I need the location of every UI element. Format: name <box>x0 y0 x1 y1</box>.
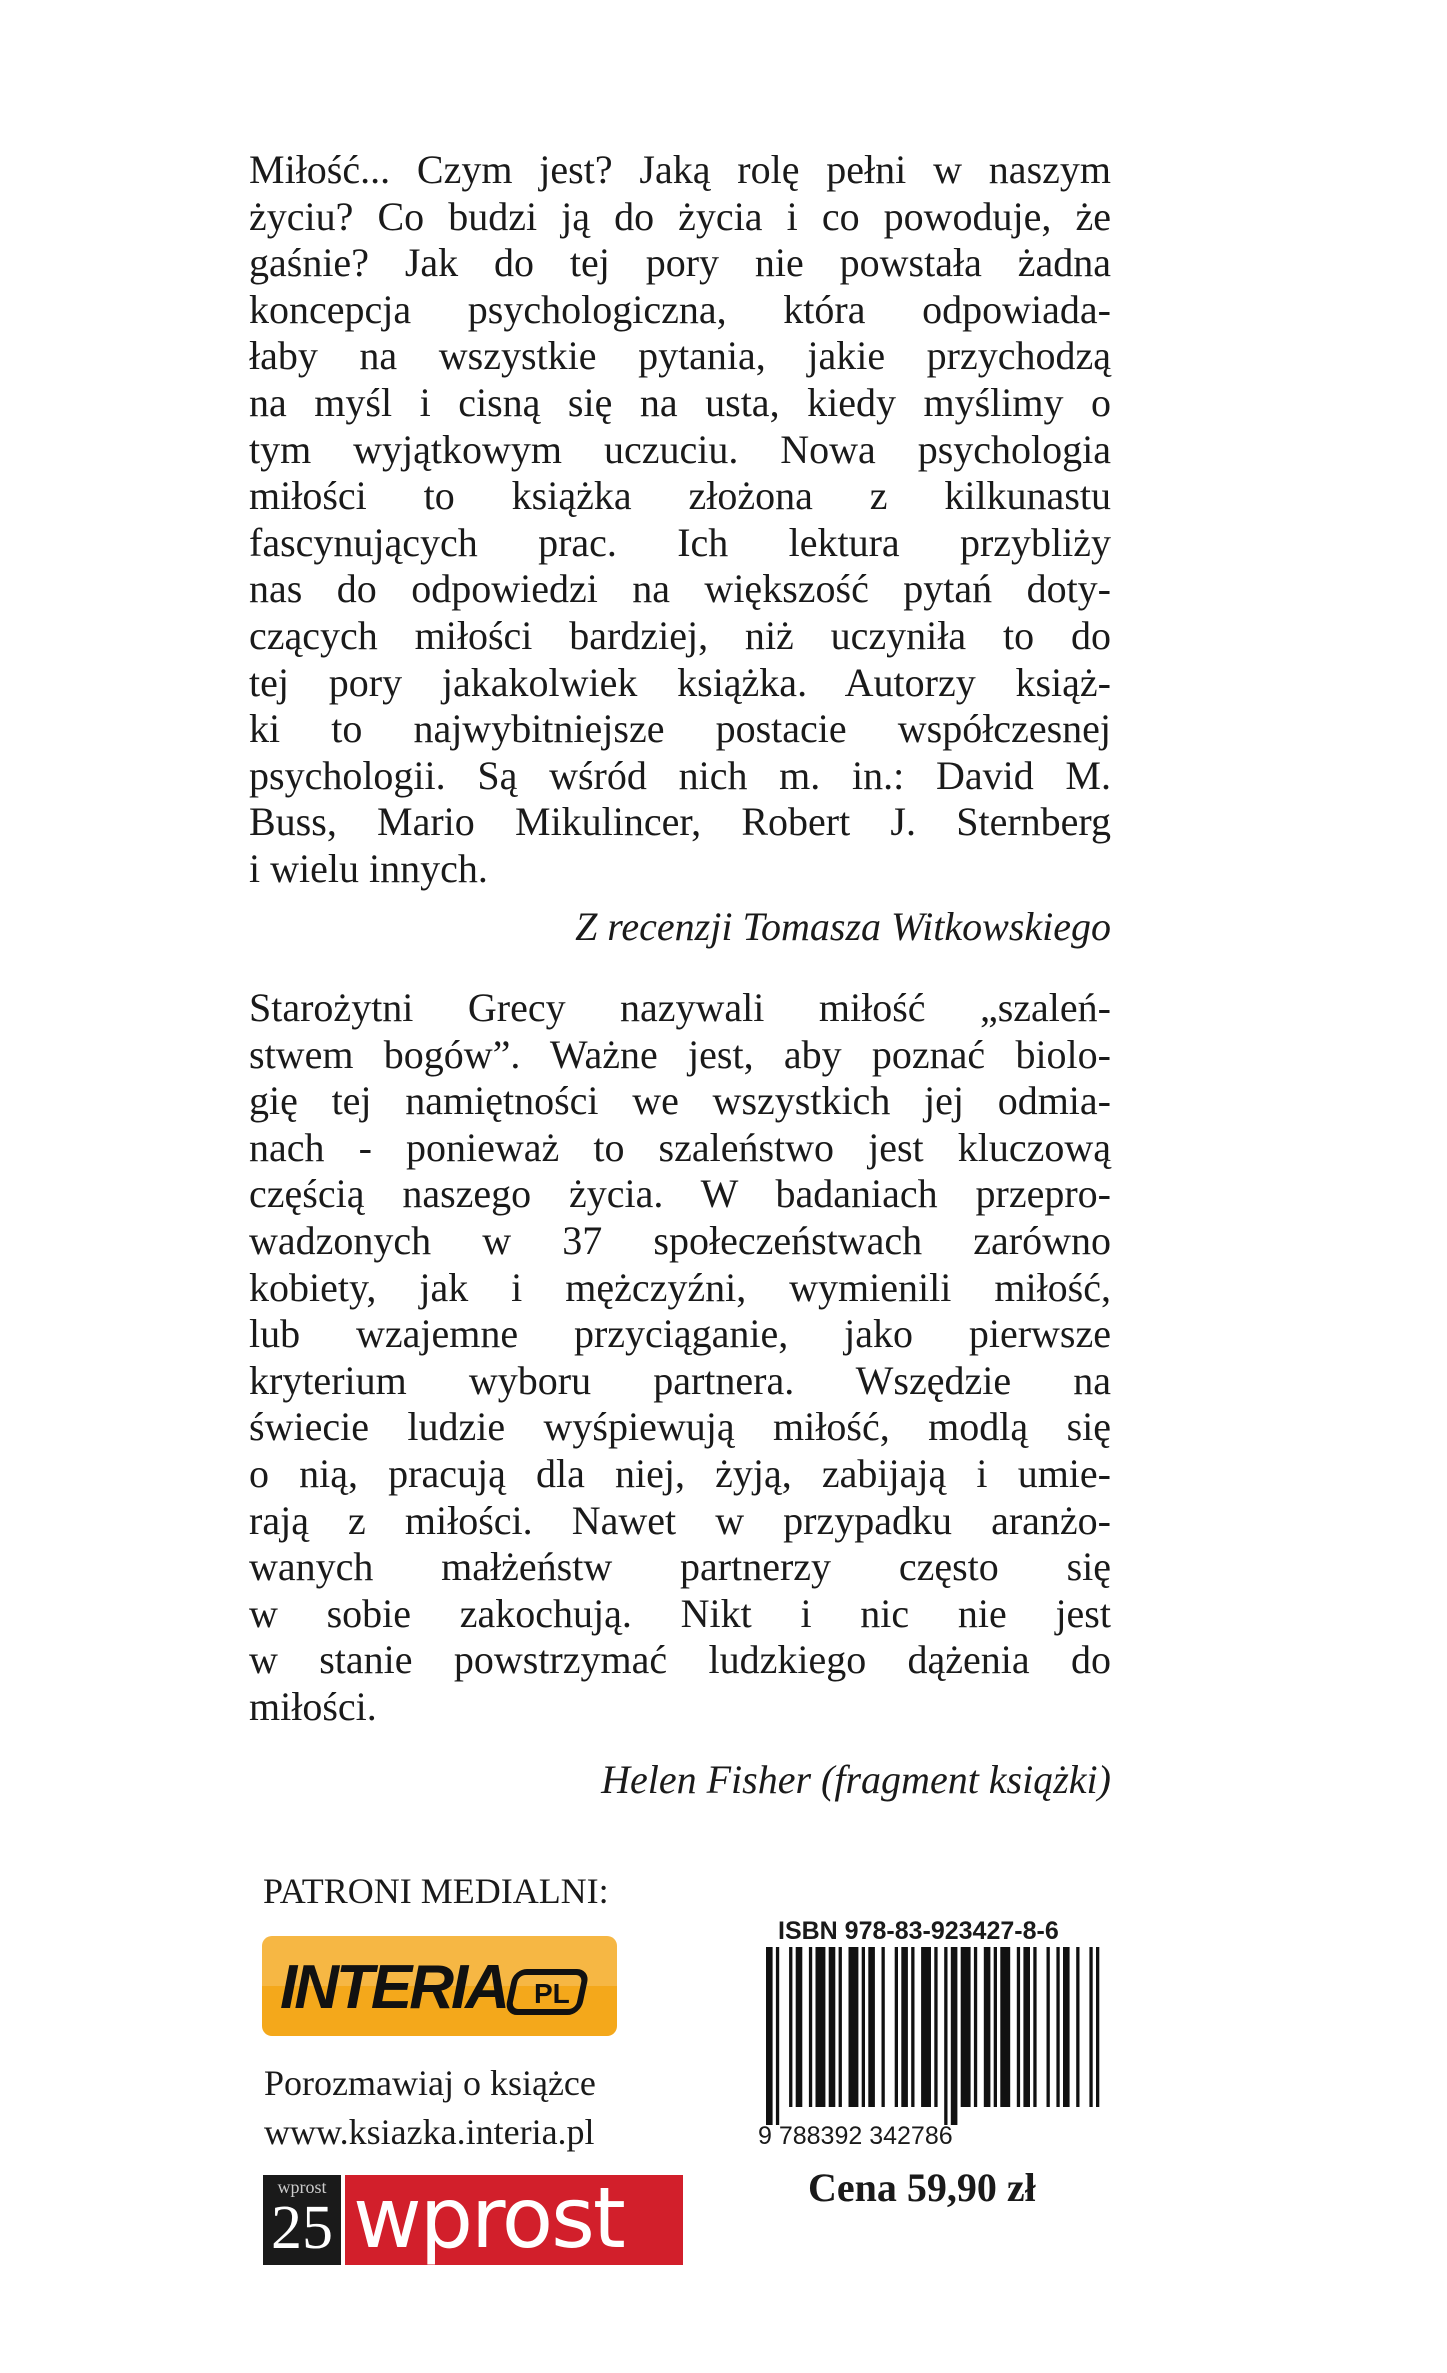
barcode-bar <box>911 1947 914 2107</box>
excerpt-line: kobiety, jak i mężczyźni, wymienili miłość, <box>249 1264 1111 1310</box>
review-line: fascynujących prac. Ich lektura przybliży <box>249 519 1111 565</box>
excerpt-line: o nią, pracują dla niej, żyją, zabijają i umie- <box>249 1450 1111 1496</box>
review-line: psychologii. Są wśród nich m. in.: David M. <box>249 752 1111 798</box>
excerpt-line: częścią naszego życia. W badaniach przepro- <box>249 1171 1111 1217</box>
review-line: życiu? Co budzi ją do życia i co powoduje, że <box>249 193 1111 239</box>
barcode-bar <box>921 1947 931 2107</box>
barcode-bar <box>789 1947 792 2107</box>
barcode-bar <box>934 1947 937 2107</box>
barcode-bar <box>1056 1947 1059 2107</box>
barcode-bar <box>961 1947 971 2107</box>
barcode-bar <box>809 1947 812 2107</box>
review-line: miłości to książka złożona z kilkunastu <box>249 473 1111 519</box>
barcode-bar <box>882 1947 885 2107</box>
barcode-bar <box>839 1947 842 2107</box>
excerpt-line: gię tej namiętności we wszystkich jej odmia- <box>249 1078 1111 1124</box>
barcode-bar <box>944 1947 947 2125</box>
barcode-bar <box>1047 1947 1050 2107</box>
review-text <box>249 147 1111 893</box>
barcode-bar <box>1063 1947 1070 2107</box>
wprost-25-badge <box>263 2175 341 2265</box>
review-line: gaśnie? Jak do tej pory nie powstała żadna <box>249 240 1111 286</box>
barcode-bar <box>776 1947 779 2125</box>
barcode-bar <box>1033 1947 1036 2107</box>
excerpt-line: świecie ludzie wyśpiewują miłość, modlą się <box>249 1404 1111 1450</box>
excerpt-line: wadzonych w 37 społeczeństwach zarówno <box>249 1217 1111 1263</box>
review-line: Buss, Mario Mikulincer, Robert J. Sternberg <box>249 799 1111 845</box>
barcode-bar <box>951 1947 958 2125</box>
barcode-bar <box>1089 1947 1092 2107</box>
review-line: czących miłości bardziej, niż uczyniła to do <box>249 612 1111 658</box>
patrons-title: PATRONI MEDIALNI: <box>263 1871 609 1911</box>
talk-about-book-text: Porozmawiaj o książce <box>264 2063 596 2103</box>
barcode-bar <box>849 1947 859 2107</box>
barcode-icon <box>758 1947 1108 2125</box>
review-line: i wielu innych. <box>249 845 488 891</box>
excerpt-line: stwem bogów”. Ważne jest, aby poznać biolo- <box>249 1031 1111 1077</box>
barcode-bar <box>766 1947 773 2125</box>
excerpt-line: Starożytni Grecy nazywali miłość „szaleń- <box>249 985 1111 1030</box>
barcode-bar <box>1017 1947 1020 2107</box>
barcode-bar <box>994 1947 997 2107</box>
wprost-logo-word: wprost <box>353 2169 624 2267</box>
barcode-bar <box>984 1947 991 2107</box>
review-line: na myśl i cisną się na usta, kiedy myślimy o <box>249 379 1111 425</box>
barcode-bar <box>796 1947 803 2107</box>
interia-book-url: www.ksiazka.interia.pl <box>264 2112 595 2152</box>
review-line: Miłość... Czym jest? Jaką rolę pełni w naszym <box>249 147 1111 192</box>
review-line: koncepcja psychologiczna, która odpowiada- <box>249 286 1111 332</box>
excerpt-line: lub wzajemne przyciąganie, jako pierwsze <box>249 1311 1111 1357</box>
interia-logo-word: INTERIA <box>280 1953 507 2022</box>
barcode-digits: 9 788392 342786 <box>758 2122 953 2150</box>
wprost-logo <box>263 2169 683 2267</box>
interia-logo <box>262 1936 617 2036</box>
review-line: łaby na wszystkie pytania, jakie przychodzą <box>249 333 1111 379</box>
excerpt-line: wanych małżeństw partnerzy często się <box>249 1544 1111 1590</box>
barcode-bar <box>901 1947 908 2107</box>
barcode-bar <box>895 1947 898 2107</box>
excerpt-text <box>249 985 1111 1731</box>
review-attribution: Z recenzji Tomasza Witkowskiego <box>575 904 1111 949</box>
excerpt-line: w sobie zakochują. Nikt i nic nie jest <box>249 1590 1111 1636</box>
barcode-bar <box>862 1947 865 2107</box>
price: Cena 59,90 zł <box>808 2165 1036 2210</box>
excerpt-line: nach - ponieważ to szaleństwo jest kluczową <box>249 1124 1111 1170</box>
excerpt-attribution: Helen Fisher (fragment książki) <box>601 1757 1111 1802</box>
barcode-bar <box>1000 1947 1010 2107</box>
barcode-bar <box>816 1947 826 2107</box>
wprost-badge-label: wprost <box>277 2177 327 2197</box>
barcode-bar <box>1076 1947 1079 2107</box>
excerpt-line: miłości. <box>249 1683 377 1729</box>
barcode-bar <box>1096 1947 1099 2107</box>
isbn-label: ISBN 978-83-923427-8-6 <box>778 1917 1059 1945</box>
barcode-bar <box>1023 1947 1030 2107</box>
interia-logo-suffix: PL <box>534 1978 570 2009</box>
excerpt-line: w stanie powstrzymać ludzkiego dążenia do <box>249 1637 1111 1683</box>
excerpt-line: rają z miłości. Nawet w przypadku aranżo- <box>249 1497 1111 1543</box>
review-line: nas do odpowiedzi na większość pytań doty- <box>249 566 1111 612</box>
review-line: ki to najwybitniejsze postacie współczesnej <box>249 706 1111 752</box>
barcode-bar <box>868 1947 875 2107</box>
excerpt-line: kryterium wyboru partnera. Wszędzie na <box>249 1357 1111 1403</box>
barcode-bar <box>974 1947 977 2107</box>
review-line: tej pory jakakolwiek książka. Autorzy książ- <box>249 659 1111 705</box>
review-line: tym wyjątkowym uczuciu. Nowa psychologia <box>249 426 1111 472</box>
wprost-badge-number: 25 <box>271 2194 333 2262</box>
barcode-bar <box>829 1947 836 2107</box>
